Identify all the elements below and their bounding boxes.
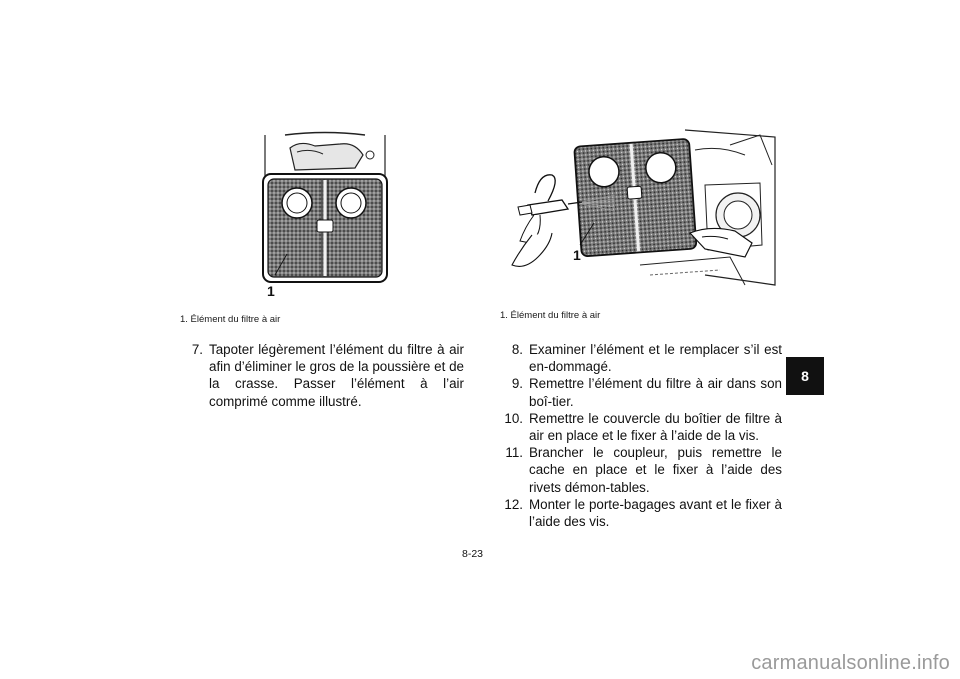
step-number: 10.: [504, 410, 523, 426]
page-number: 8-23: [462, 548, 484, 560]
step-text: Remettre le couvercle du boîtier de filtre à air en place et le fixer à l’aide de la vis.: [529, 410, 782, 444]
step-number: 8.: [511, 342, 523, 357]
step-number: 12.: [504, 496, 523, 512]
step-number: 9.: [511, 376, 523, 392]
steps-right: [498, 341, 782, 530]
figure-left-caption: 1. Élément du filtre à air: [180, 314, 281, 325]
step-text: Remettre l’élément du filtre à air dans son boî-tier.: [529, 376, 782, 409]
step-item: [498, 496, 782, 530]
figure-right-caption: 1. Élément du filtre à air: [500, 310, 601, 321]
step-item: [498, 444, 782, 496]
step-text: Tapoter légèrement l’élément du filtre à air afin d’éliminer le gros de la poussière et de la crasse. Passer l’élément à l’air comprimé comme illustré.: [209, 342, 464, 409]
compressed-air-illustration: [490, 125, 780, 300]
step-text: Brancher le coupleur, puis remettre le cache en place et le fixer à l’aide des rivets démon-tables.: [529, 445, 782, 495]
step-text: Monter le porte-bagages avant et le fixer à l’aide des vis.: [529, 496, 782, 530]
step-item: [498, 410, 782, 444]
step-number: 11.: [505, 445, 523, 461]
step-item: [498, 375, 782, 409]
step-item: [178, 341, 464, 410]
figure-air-filter-element: [255, 130, 395, 305]
steps-left: [178, 341, 464, 410]
step-item: [498, 341, 782, 375]
figure-left-callout: 1: [267, 283, 275, 299]
watermark-text: carmanualsonline.info: [751, 652, 950, 674]
step-number: 7.: [191, 342, 203, 357]
figure-compressed-air-cleaning: [490, 125, 780, 300]
step-text: Examiner l’élément et le remplacer s’il est en-dommagé.: [529, 342, 782, 375]
chapter-tab: 8: [786, 357, 824, 395]
air-filter-illustration: [255, 130, 395, 305]
figure-right-callout: 1: [573, 247, 581, 263]
